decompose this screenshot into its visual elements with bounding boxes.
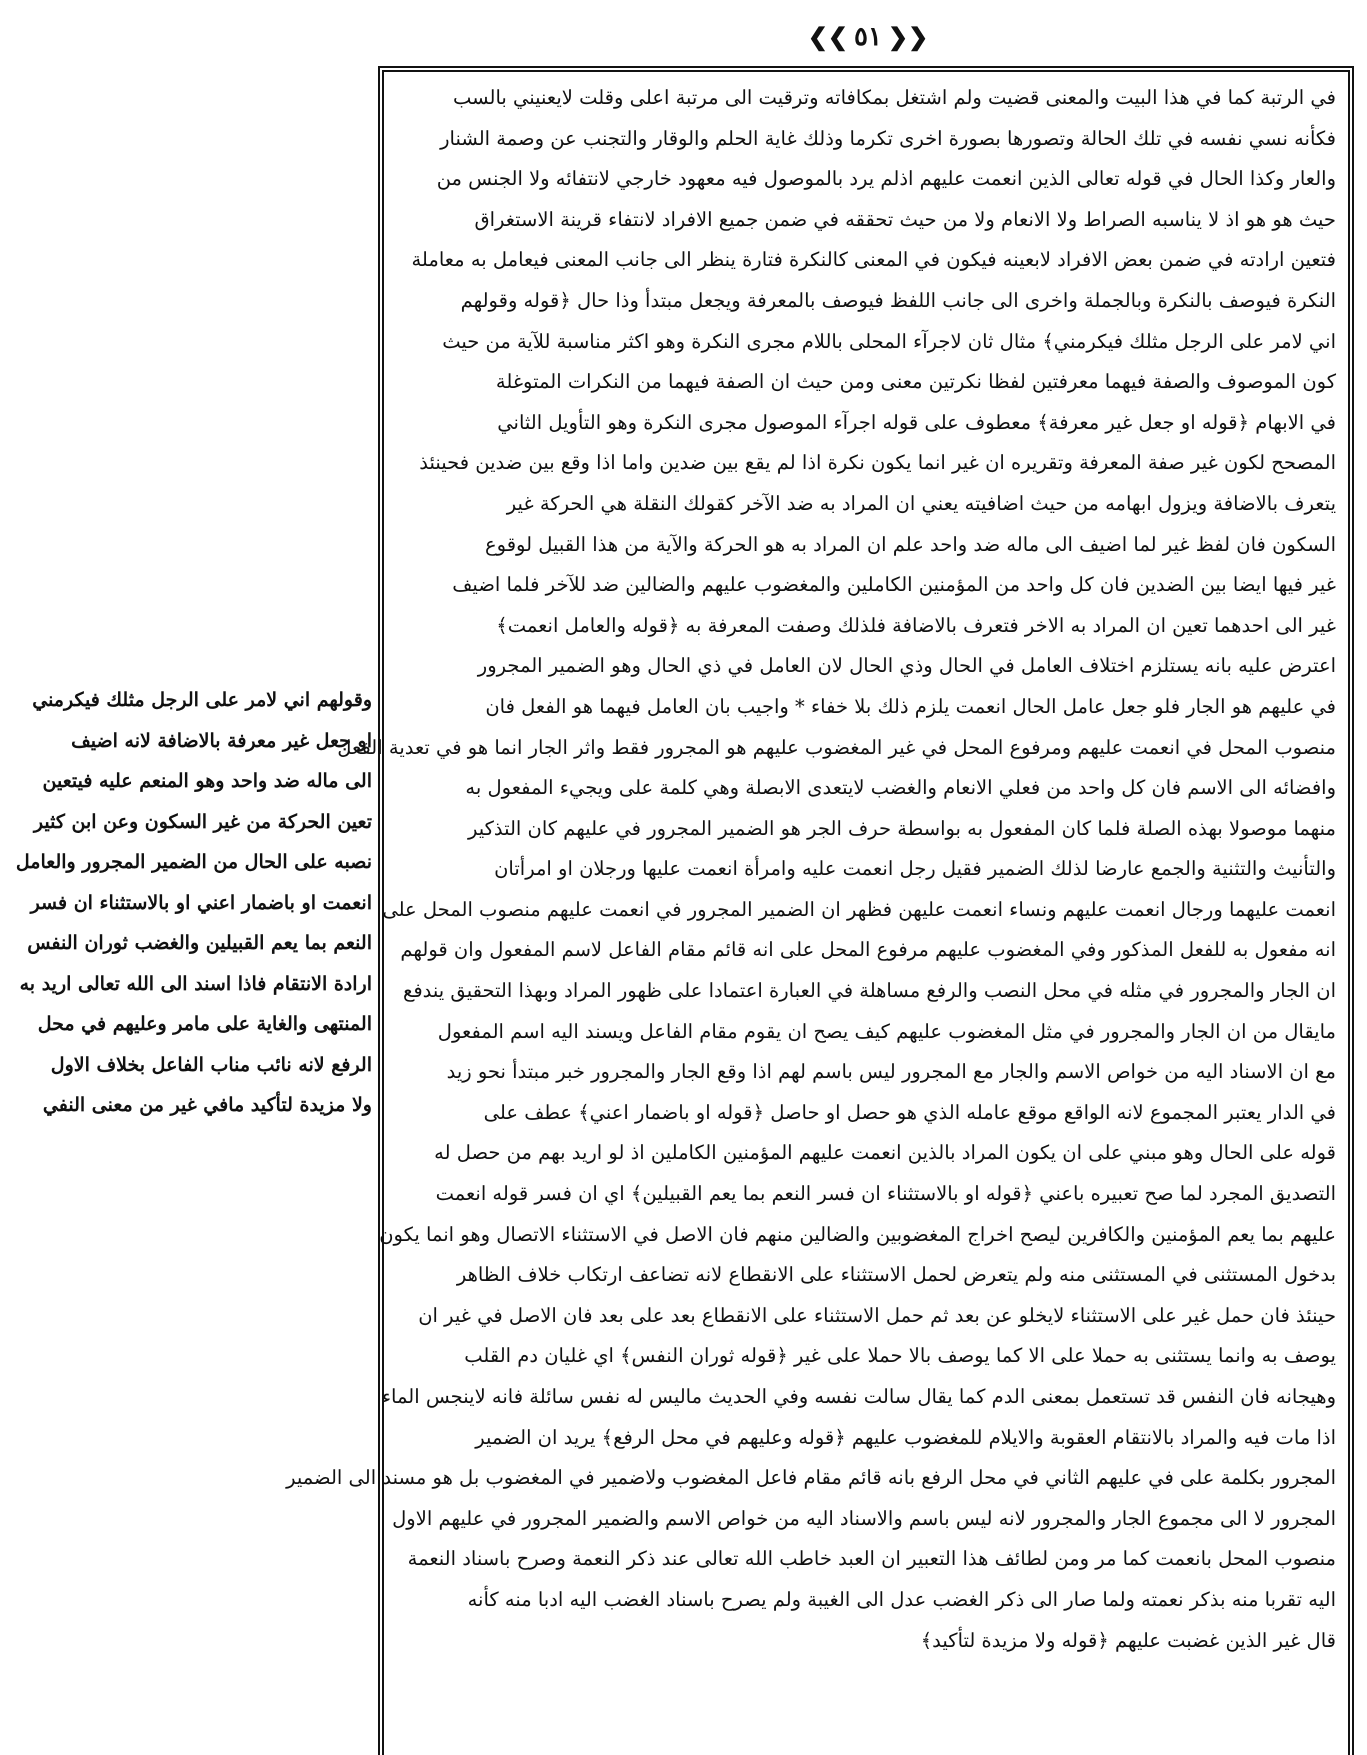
text-line: في الابهام ﴿قوله او جعل غير معرفة﴾ معطوف على قوله اجرآء الموصول مجرى النكرة وهو التأويل الثاني: [497, 410, 1336, 434]
text-line: المجرور لا الى مجموع الجار والمجرور لانه ليس باسم والاسناد اليه من خواص الاسم والضمير المجرور في عليهم الاول: [392, 1506, 1336, 1530]
text-line: منصوب المحل في انعمت عليهم ومرفوع المحل في غير المغضوب عليهم هو المجرور فقط واثر الجار انما هو في تعدية الفعل: [337, 735, 1336, 759]
text-line: السكون فان لفظ غير لما اضيف الى ماله ضد واحد علم ان المراد به هو الحركة والآية من هذا القبيل لوقوع: [485, 532, 1336, 556]
ornament-left-icon: ❮❮: [807, 22, 849, 51]
text-line: يتعرف بالاضافة ويزول ابهامه من حيث اضافيته يعني ان المراد به ضد الآخر كقولك النقلة هي الحركة غير: [506, 491, 1336, 515]
margin-line: المنتهى والغاية على مامر وعليهم في محل: [37, 1013, 372, 1035]
main-text-body: [286, 78, 1336, 1661]
text-line: منهما موصولا بهذه الصلة فلما كان المفعول به بواسطة حرف الجر هو الضمير المجرور في عليهم كان التذكير: [467, 816, 1336, 840]
text-line: النكرة فيوصف بالنكرة وبالجملة واخرى الى جانب اللفظ فيوصف بالمعرفة ويجعل مبتدأ وذا حال ﴿قوله وقولهم: [460, 288, 1336, 312]
margin-line: انعمت او باضمار اعني او بالاستثناء ان فسر: [30, 891, 372, 914]
text-line: المصحح لكون غير صفة المعرفة وتقريره ان غير انما يكون نكرة اذا لم يقع بين ضدين واما اذا وقع بين ضدين فحينئذ: [419, 451, 1336, 475]
text-line: مع ان الاسناد اليه من خواص الاسم والجار مع المجرور ليس باسم لهم اذا وقع الجار والمجرور خبر مبتدأ نحو زيد: [446, 1060, 1336, 1084]
margin-line: وقولهم اني لامر على الرجل مثلك فيكرمني: [32, 689, 372, 711]
text-line: اذا مات فيه والمراد بالانتقام العقوبة والايلام للمغضوب عليهم ﴿قوله وعليهم في محل الرفع﴾ يريد ان الضمير: [475, 1425, 1336, 1449]
text-line: في عليهم هو الجار فلو جعل عامل الحال انعمت يلزم ذلك بلا خفاء * واجيب بان العامل فيهما هو الفعل فان: [485, 694, 1336, 718]
text-line: منصوب المحل بانعمت كما مر ومن لطائف هذا التعبير ان العبد خاطب الله تعالى عند ذكر النعمة وصرح باسناد النعمة: [407, 1547, 1336, 1571]
text-line: قوله على الحال وهو مبني على ان يكون المراد بالذين انعمت عليهم المؤمنين الكاملين اذ لو اريد بهم من حصل له: [434, 1141, 1336, 1165]
margin-line: النعم بما يعم القبيلين والغضب ثوران النفس: [27, 932, 372, 954]
margin-line: الى ماله ضد واحد وهو المنعم عليه فيتعين: [42, 770, 372, 792]
text-line: مايقال من ان الجار والمجرور في مثل المغضوب عليهم كيف يصح ان يقوم مقام الفاعل ويسند اليه اسم المفعول: [437, 1019, 1336, 1043]
text-line: التصديق المجرد لما صح تعبيره باعني ﴿قوله او بالاستثناء ان فسر النعم بما يعم القبيلين﴾ اي ان فسر قوله انعمت: [435, 1182, 1336, 1206]
margin-line: نصبه على الحال من الضمير المجرور والعامل: [15, 851, 372, 873]
text-line: حيث هو هو اذ لا يناسبه الصراط ولا الانعام ولا من حيث تحققه في ضمن جميع الافراد لانتفاء قرينة الاستغراق: [474, 207, 1336, 231]
text-line: والتأنيث والتثنية والجمع عارضا لذلك الضمير فقيل رجل انعمت عليه وامرأة انعمت عليها ورجلان او امرأتان: [494, 857, 1336, 881]
text-line: عليهم بما يعم المؤمنين والكافرين ليصح اخراج المغضوبين والضالين منهم فان الاصل في الاستثناء الاتصال وهو انما يكون: [379, 1222, 1336, 1246]
margin-line: او جعل غير معرفة بالاضافة لانه اضيف: [71, 729, 372, 752]
text-line: اليه تقربا منه بذكر نعمته ولما صار الى ذكر الغضب عدل الى الغيبة ولم يصرح باسناد الغضب اليه ادبا منه كأنه: [467, 1587, 1336, 1611]
text-line: ان الجار والمجرور في مثله في محل النصب والرفع مساهلة في العبارة اعتمادا على ظهور المراد وبهذا التحقيق يندفع: [402, 979, 1336, 1003]
text-line: غير فيها ايضا بين الضدين فان كل واحد من المؤمنين الكاملين والمغضوب عليهم والضالين ضد للآخر فلما اضيف: [452, 573, 1336, 597]
text-line: اني لامر على الرجل مثلك فيكرمني﴾ مثال ثان لاجرآء المحلى باللام مجرى النكرة وهو اكثر مناسبة للآية من حيث: [442, 329, 1336, 353]
text-line: بدخول المستثنى في المستثنى منه ولم يتعرض لحمل الاستثناء على الانقطاع لانه تضاعف ارتكاب خلاف الظاهر: [456, 1263, 1336, 1287]
ornament-right-icon: ❯❯: [887, 22, 929, 51]
page-header: [798, 12, 938, 62]
text-line: انعمت عليهما ورجال انعمت عليهم ونساء انعمت عليهن فظهر ان الضمير المجرور في انعمت عليهم منصوب المحل على: [382, 897, 1336, 921]
margin-line: الرفع لانه نائب مناب الفاعل بخلاف الاول: [50, 1053, 372, 1076]
text-line: في الرتبة كما في هذا البيت والمعنى قضيت ولم اشتغل بمكافاته وترقيت الى مرتبة اعلى وقلت لايعنيني بالسب: [452, 86, 1336, 109]
text-line: انه مفعول به للفعل المذكور وفي المغضوب عليهم مرفوع المحل على انه قائم مقام الفاعل لاسم المفعول وان قولهم: [400, 938, 1336, 962]
text-line: قال غير الذين غضبت عليهم ﴿قوله ولا مزيدة لتأكيد﴾: [920, 1628, 1336, 1652]
main-text-frame: [286, 66, 1354, 1755]
text-line: اعترض عليه بانه يستلزم اختلاف العامل في الحال وذي الحال لان العامل في ذي الحال وهو الضمير المجرور: [477, 654, 1336, 678]
text-line: غير الى احدهما تعين ان المراد به الاخر فتعرف بالاضافة فلذلك وصفت المعرفة به ﴿قوله والعامل انعمت﴾: [496, 613, 1336, 637]
text-line: فكأنه نسي نفسه في تلك الحالة وتصورها بصورة اخرى تكرما وذلك غاية الحلم والوقار والتجنب عن وصمة الشنار: [440, 126, 1336, 150]
text-line: وهيجانه فان النفس قد تستعمل بمعنى الدم كما يقال سالت نفسه وفي الحديث ماليس له نفس سائلة فانه لاينجس الماء: [381, 1385, 1336, 1408]
text-line: المجرور بكلمة على في عليهم الثاني في محل الرفع بانه قائم مقام فاعل المغضوب ولاضمير في المغضوب بل هو مسند الى الضمير: [286, 1466, 1336, 1490]
page-number: ٥١: [854, 22, 882, 52]
text-line: وافضائه الى الاسم فان كل واحد من فعلي الانعام والغضب لايتعدى الابصلة وهي كلمة على ويجيء المفعول به: [465, 776, 1336, 800]
text-line: والعار وكذا الحال في قوله تعالى الذين انعمت عليهم اذلم يرد بالموصول فيه معهود خارجي لانتفائه ولا الجنس من: [436, 167, 1336, 191]
text-line: يوصف به وانما يستثنى به حملا على الا كما يوصف بالا حملا على غير ﴿قوله ثوران النفس﴾ اي غليان دم القلب: [464, 1344, 1336, 1368]
margin-line: ولا مزيدة لتأكيد مافي غير من معنى النفي: [42, 1094, 372, 1116]
text-line: فتعين ارادته في ضمن بعض الافراد لابعينه فيكون في المعنى كالنكرة فتارة ينظر الى جانب المعنى فيعامل به معاملة: [411, 248, 1336, 272]
text-line: حينئذ فان حمل غير على الاستثناء لايخلو عن بعد ثم حمل الاستثناء على الانقطاع بعد على بعد فان الاصل في غير ان: [418, 1303, 1336, 1327]
text-line: كون الموصوف والصفة فيهما معرفتين لفظا نكرتين معنى ومن حيث ان الصفة فيهما من النكرات المتوغلة: [495, 370, 1336, 394]
margin-line: تعين الحركة من غير السكون وعن ابن كثير: [33, 810, 372, 833]
margin-line: ارادة الانتقام فاذا اسند الى الله تعالى اريد به: [19, 972, 372, 995]
text-line: في الدار يعتبر المجموع لانه الواقع موقع عامله الذي هو حصل او حاصل ﴿قوله او باضمار اعني﴾ عطف على: [483, 1100, 1336, 1124]
margin-commentary: [0, 680, 372, 1126]
